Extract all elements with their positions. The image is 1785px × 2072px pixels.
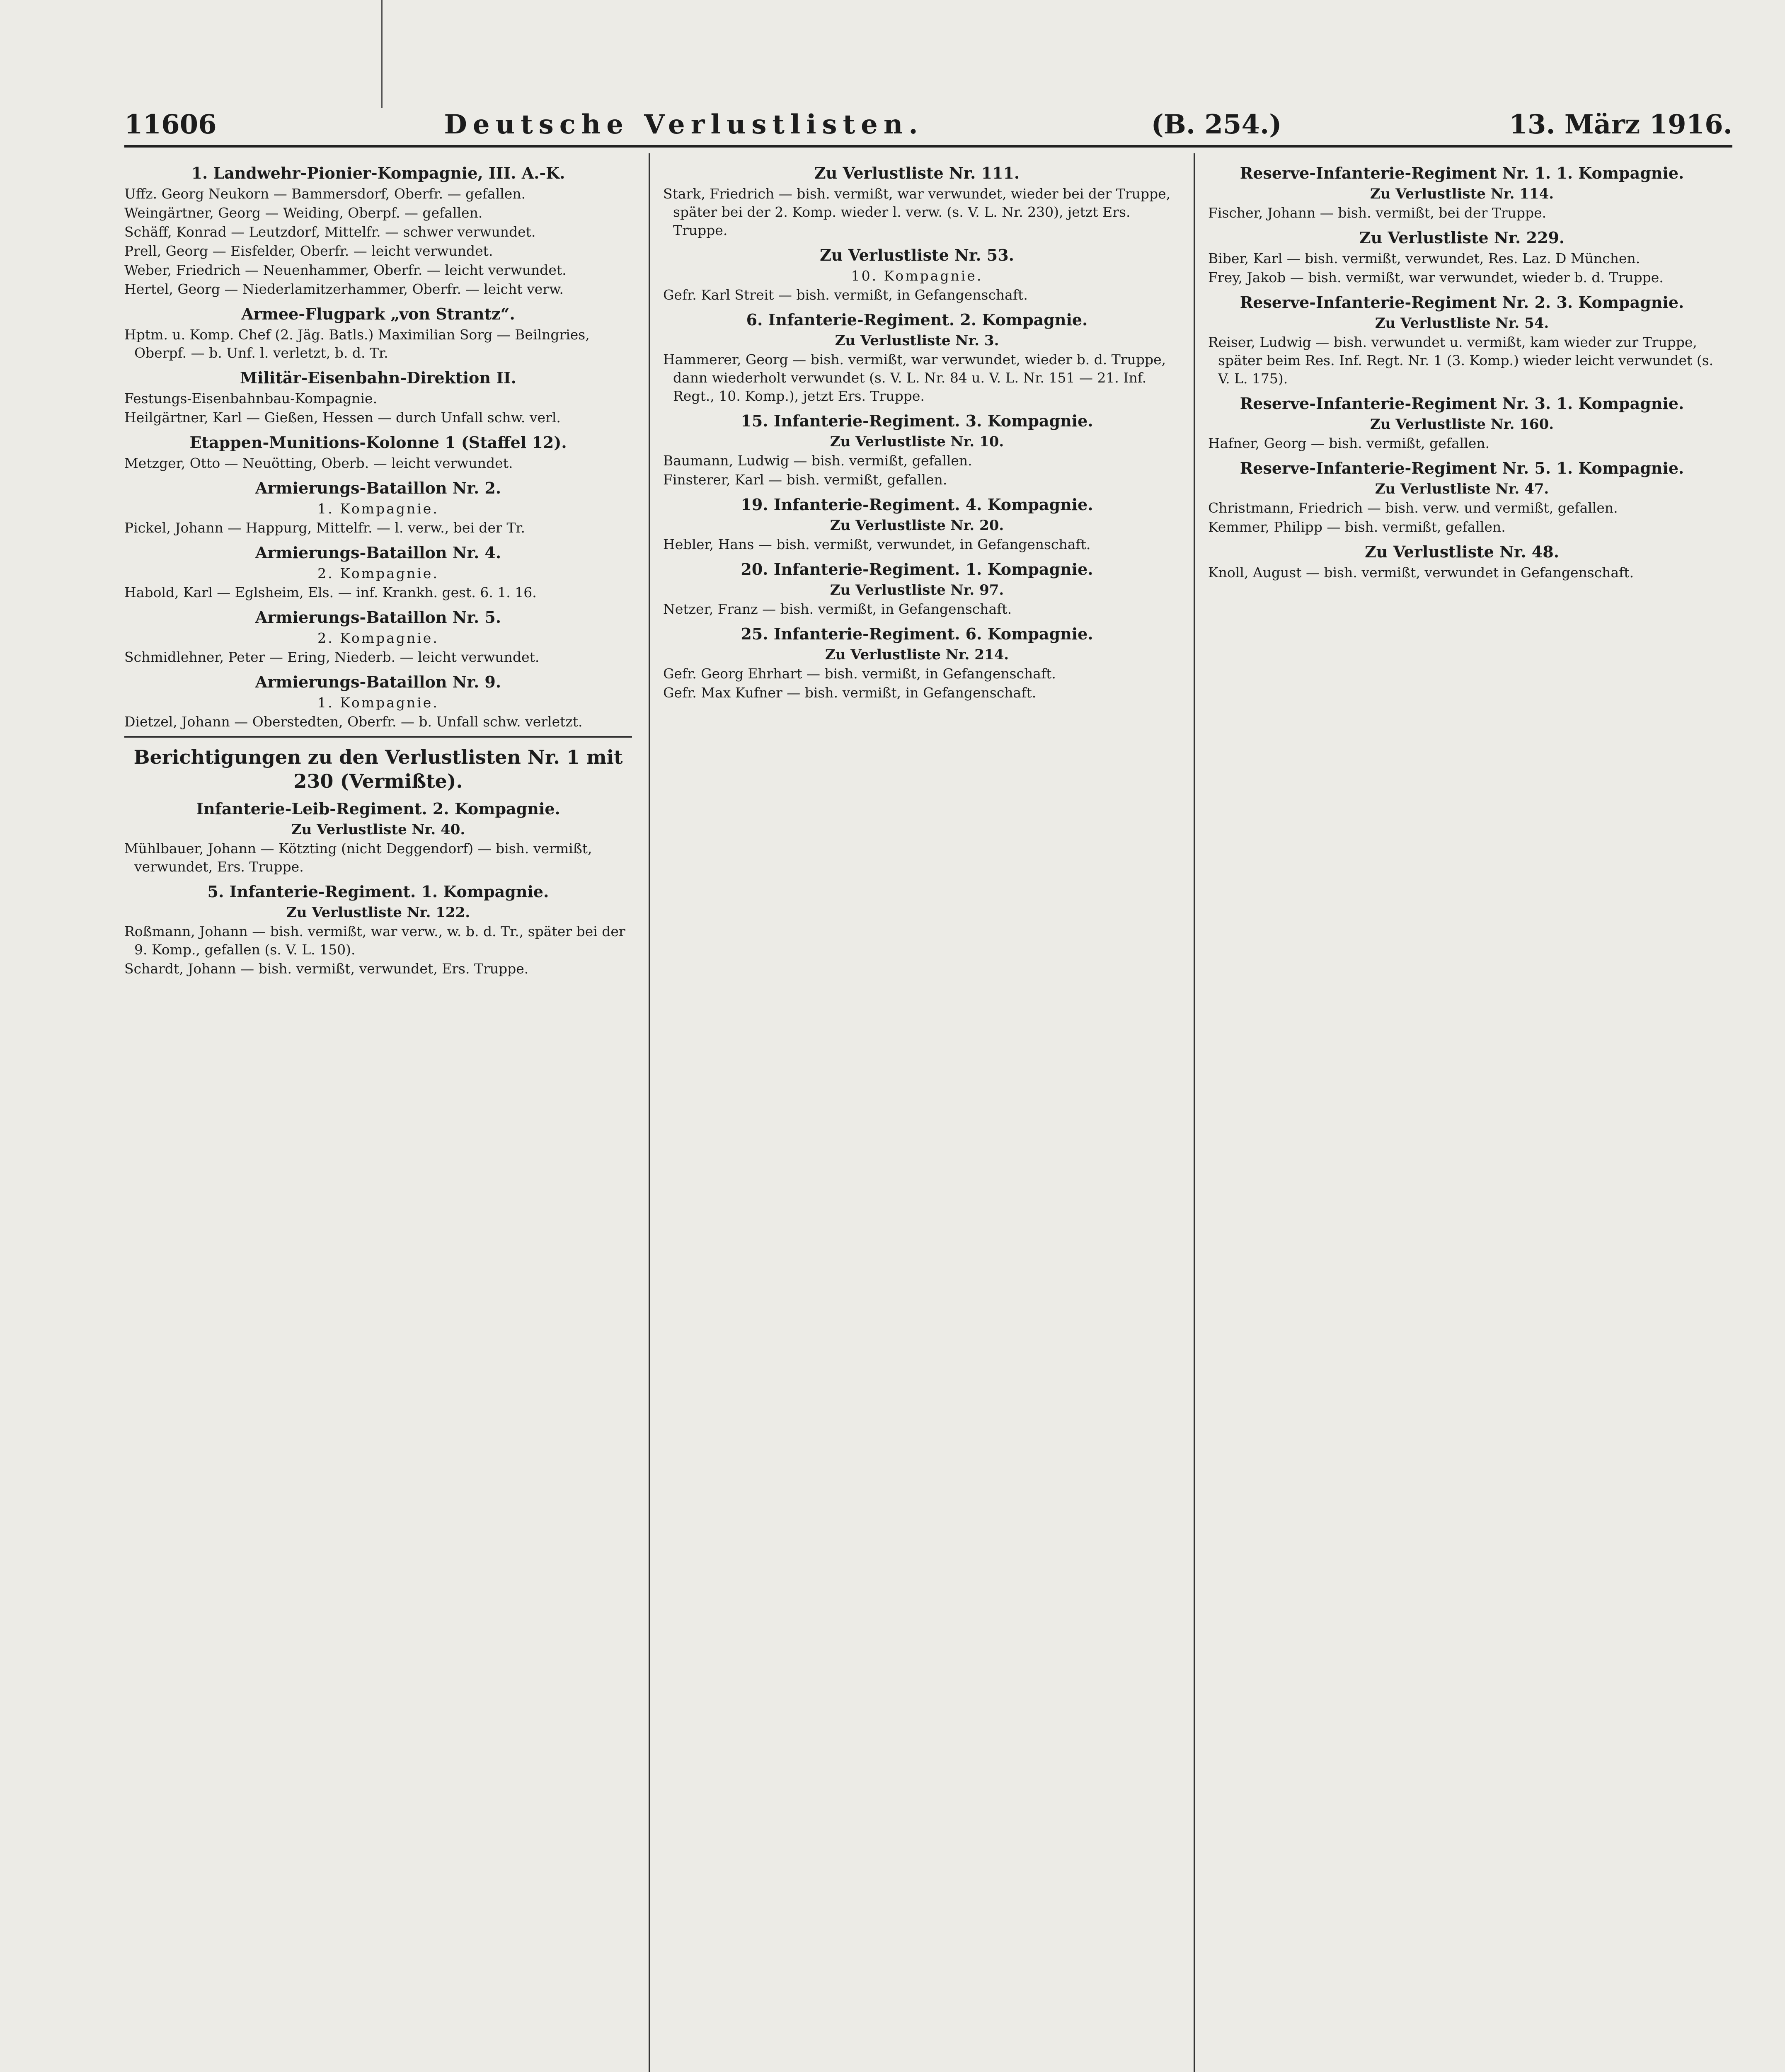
paper-crease — [381, 0, 383, 108]
casualty-entry: Christmann, Friedrich — bish. verw. und vermißt, gefallen. — [1208, 500, 1618, 516]
casualty-entry: Mühlbauer, Johann — Kötzting (nicht Deggendorf) — bish. vermißt, verwundet, Ers. Truppe. — [124, 840, 592, 875]
section-heading: 6. Infanterie-Regiment. 2. Kompagnie. — [746, 310, 1088, 329]
section-heading: Reserve-Infanterie-Regiment Nr. 3. 1. Kompagnie. — [1240, 394, 1684, 413]
section-heading: Etappen-Munitions-Kolonne 1 (Staffel 12). — [189, 433, 567, 452]
casualty-entry: Roßmann, Johann — bish. vermißt, war verw., w. b. d. Tr., später bei der 9. Komp., gefallen (s. V. L. 150). — [124, 923, 625, 958]
section-heading: Militär-Eisenbahn-Direktion II. — [240, 368, 517, 387]
casualty-entry: Gefr. Max Kufner — bish. vermißt, in Gefangenschaft. — [663, 685, 1037, 701]
company-label: 10. Kompagnie. — [851, 268, 983, 284]
casualty-entry: Gefr. Karl Streit — bish. vermißt, in Gefangenschaft. — [663, 287, 1028, 303]
section-heading: Zu Verlustliste Nr. 48. — [1365, 542, 1559, 561]
list-reference: Zu Verlustliste Nr. 10. — [830, 433, 1004, 450]
section-heading: Reserve-Infanterie-Regiment Nr. 5. 1. Kompagnie. — [1240, 459, 1684, 477]
casualty-entry: Schäff, Konrad — Leutzdorf, Mittelfr. — schwer verwundet. — [124, 224, 536, 240]
casualty-entry: Prell, Georg — Eisfelder, Oberfr. — leicht verwundet. — [124, 243, 493, 259]
list-reference: Zu Verlustliste Nr. 3. — [835, 332, 999, 349]
casualty-entry: Hptm. u. Komp. Chef (2. Jäg. Batls.) Maximilian Sorg — Beilngries, Oberpf. — b. Unf. l. verletzt, b. d. Tr. — [124, 327, 590, 361]
list-reference: Zu Verlustliste Nr. 214. — [825, 646, 1009, 663]
section-heading: 5. Infanterie-Regiment. 1. Kompagnie. — [207, 882, 549, 901]
section-heading: Armee-Flugpark „von Strantz“. — [241, 305, 515, 323]
casualty-entry: Hafner, Georg — bish. vermißt, gefallen. — [1208, 435, 1490, 451]
company-label: 2. Kompagnie. — [317, 630, 439, 646]
casualty-entry: Hammerer, Georg — bish. vermißt, war verwundet, wieder b. d. Truppe, dann wiederholt verwundet (s. V. L. Nr. 84 u. V. L. Nr. 151 — 21. Inf. Regt., 10. Komp.), jetzt Ers. Truppe. — [663, 351, 1166, 404]
issue-date: 13. März 1916. — [1509, 109, 1732, 140]
page-number: 11606 — [124, 109, 217, 140]
casualty-entry: Frey, Jakob — bish. vermißt, war verwundet, wieder b. d. Truppe. — [1208, 269, 1664, 286]
casualty-entry: Festungs-Eisenbahnbau-Kompagnie. — [124, 390, 378, 407]
casualty-entry: Stark, Friedrich — bish. vermißt, war verwundet, wieder bei der Truppe, später bei der 2. Komp. wieder l. verw. (s. V. L. Nr. 230), jetzt Ers. Truppe. — [663, 186, 1171, 238]
section-heading: 20. Infanterie-Regiment. 1. Kompagnie. — [741, 560, 1093, 579]
section-heading: 1. Landwehr-Pionier-Kompagnie, III. A.-K. — [191, 164, 565, 182]
casualty-entry: Uffz. Georg Neukorn — Bammersdorf, Oberfr. — gefallen. — [124, 186, 526, 202]
column-divider — [1194, 153, 1195, 2072]
list-reference: Zu Verlustliste Nr. 122. — [286, 904, 470, 921]
list-reference: Zu Verlustliste Nr. 47. — [1375, 481, 1549, 497]
edition-number: (B. 254.) — [1151, 109, 1282, 140]
casualty-entry: Kemmer, Philipp — bish. vermißt, gefallen. — [1208, 519, 1506, 535]
page-header — [124, 106, 1732, 143]
section-rule — [124, 736, 632, 738]
column-1 — [124, 157, 632, 2072]
section-heading: Armierungs-Bataillon Nr. 9. — [255, 673, 501, 691]
section-heading: 25. Infanterie-Regiment. 6. Kompagnie. — [741, 625, 1093, 643]
casualty-entry: Netzer, Franz — bish. vermißt, in Gefangenschaft. — [663, 601, 1012, 617]
list-reference: Zu Verlustliste Nr. 20. — [830, 517, 1004, 534]
casualty-entry: Schmidlehner, Peter — Ering, Niederb. — leicht verwundet. — [124, 649, 540, 665]
section-heading: Armierungs-Bataillon Nr. 4. — [255, 543, 501, 562]
section-heading: Infanterie-Leib-Regiment. 2. Kompagnie. — [196, 799, 560, 818]
section-heading: Zu Verlustliste Nr. 111. — [814, 164, 1020, 182]
casualty-entry: Dietzel, Johann — Oberstedten, Oberfr. — b. Unfall schw. verletzt. — [124, 714, 583, 730]
casualty-entry: Reiser, Ludwig — bish. verwundet u. vermißt, kam wieder zur Truppe, später beim Res. Inf. Regt. Nr. 1 (3. Komp.) wieder leicht verwundet (s. V. L. 175). — [1208, 334, 1714, 387]
section-heading: Armierungs-Bataillon Nr. 2. — [255, 479, 501, 497]
company-label: 2. Kompagnie. — [317, 565, 439, 581]
casualty-entry: Schardt, Johann — bish. vermißt, verwundet, Ers. Truppe. — [124, 961, 529, 977]
company-label: 1. Kompagnie. — [317, 501, 439, 517]
casualty-entry: Gefr. Georg Ehrhart — bish. vermißt, in Gefangenschaft. — [663, 666, 1056, 682]
company-label: 1. Kompagnie. — [317, 695, 439, 711]
list-reference: Zu Verlustliste Nr. 54. — [1375, 315, 1549, 332]
casualty-entry: Knoll, August — bish. vermißt, verwundet in Gefangenschaft. — [1208, 564, 1634, 581]
header-rule — [124, 145, 1732, 148]
casualty-entry: Pickel, Johann — Happurg, Mittelfr. — l. verw., bei der Tr. — [124, 520, 525, 536]
list-reference: Zu Verlustliste Nr. 40. — [291, 821, 465, 838]
list-reference: Zu Verlustliste Nr. 97. — [830, 582, 1004, 598]
casualty-entry: Finsterer, Karl — bish. vermißt, gefallen. — [663, 472, 947, 488]
section-heading: 19. Infanterie-Regiment. 4. Kompagnie. — [741, 495, 1093, 514]
casualty-entry: Baumann, Ludwig — bish. vermißt, gefallen. — [663, 453, 972, 469]
column-3 — [1208, 157, 1716, 2072]
section-heading: Zu Verlustliste Nr. 53. — [820, 246, 1014, 264]
casualty-entry: Hebler, Hans — bish. vermißt, verwundet, in Gefangenschaft. — [663, 536, 1091, 552]
casualty-entry: Habold, Karl — Eglsheim, Els. — inf. Krankh. gest. 6. 1. 16. — [124, 584, 537, 600]
section-heading: 15. Infanterie-Regiment. 3. Kompagnie. — [741, 411, 1093, 430]
section-heading: Zu Verlustliste Nr. 229. — [1359, 228, 1565, 247]
column-divider — [649, 153, 650, 2072]
casualty-entry: Biber, Karl — bish. vermißt, verwundet, Res. Laz. D München. — [1208, 250, 1640, 266]
casualty-entry: Fischer, Johann — bish. vermißt, bei der Truppe. — [1208, 205, 1547, 221]
casualty-entry: Hertel, Georg — Niederlamitzerhammer, Oberfr. — leicht verw. — [124, 281, 564, 297]
casualty-entry: Metzger, Otto — Neuötting, Oberb. — leicht verwundet. — [124, 455, 513, 471]
column-2 — [663, 157, 1171, 2072]
casualty-entry: Heilgärtner, Karl — Gießen, Hessen — durch Unfall schw. verl. — [124, 409, 561, 426]
section-heading: Reserve-Infanterie-Regiment Nr. 1. 1. Kompagnie. — [1240, 164, 1684, 182]
list-reference: Zu Verlustliste Nr. 114. — [1370, 186, 1554, 202]
corrections-title: Berichtigungen zu den Verlustlisten Nr. 1 mit 230 (Vermißte). — [133, 746, 623, 792]
section-heading: Armierungs-Bataillon Nr. 5. — [255, 608, 501, 627]
casualty-entry: Weingärtner, Georg — Weiding, Oberpf. — gefallen. — [124, 205, 483, 221]
section-heading: Reserve-Infanterie-Regiment Nr. 2. 3. Kompagnie. — [1240, 293, 1684, 312]
list-reference: Zu Verlustliste Nr. 160. — [1370, 416, 1554, 433]
publication-title: Deutsche Verlustlisten. — [444, 109, 924, 140]
casualty-entry: Weber, Friedrich — Neuenhammer, Oberfr. — leicht verwundet. — [124, 262, 567, 278]
